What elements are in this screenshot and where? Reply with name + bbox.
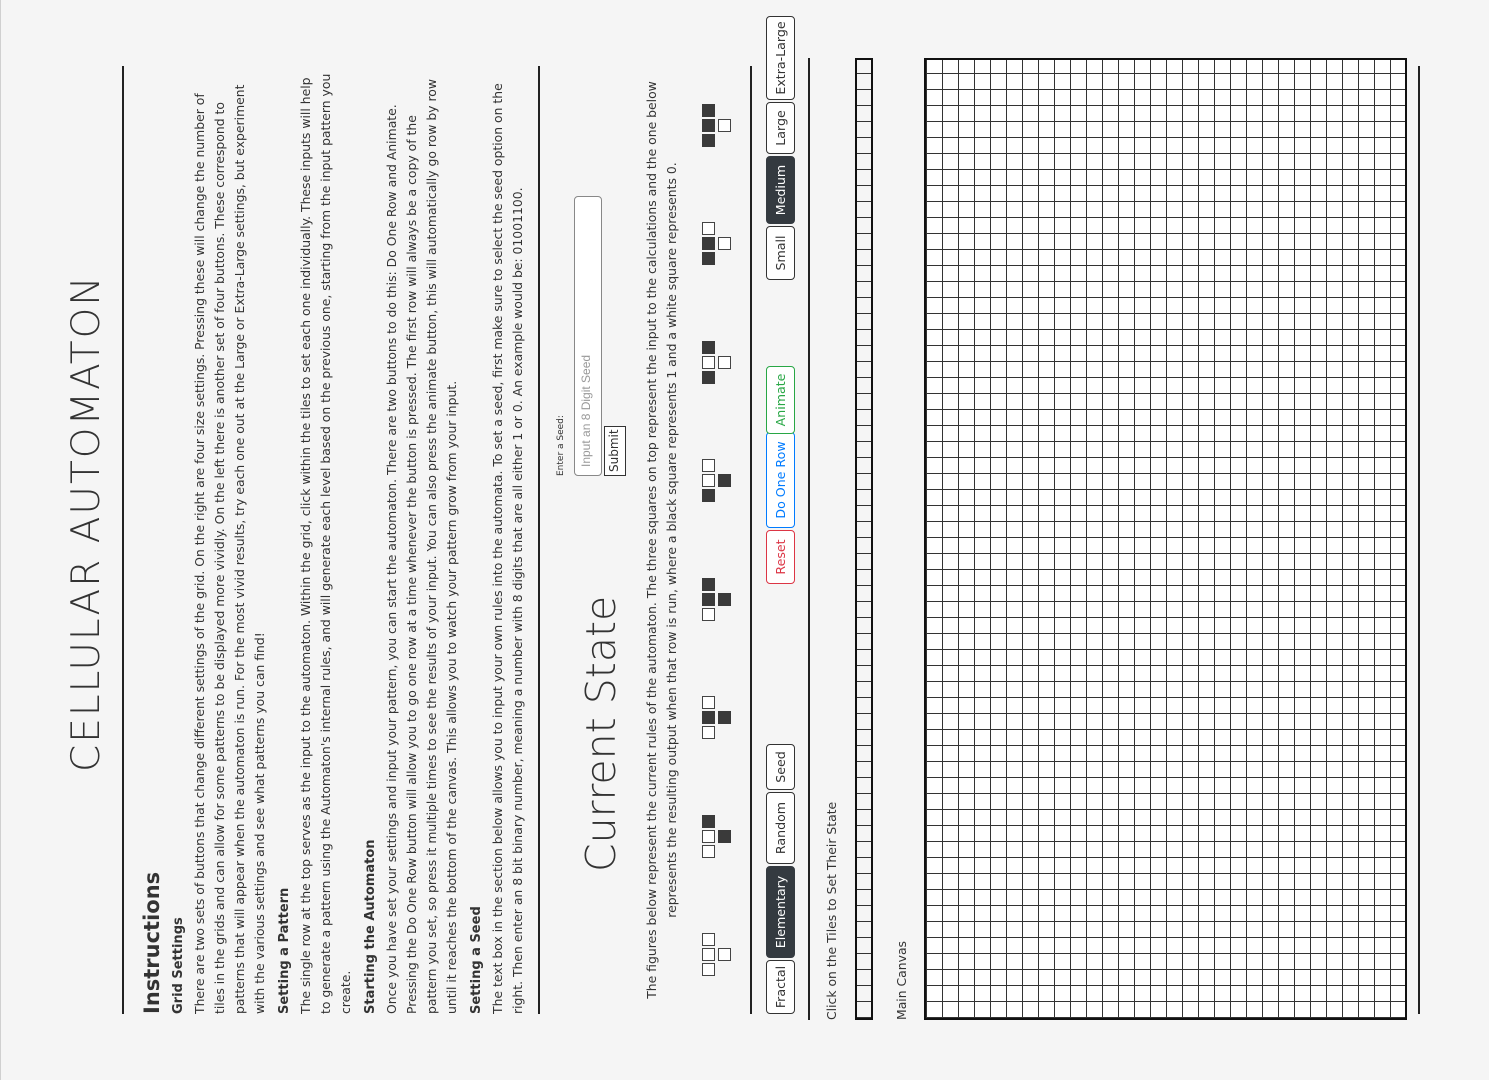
elementary-button[interactable]: Elementary	[766, 866, 795, 958]
rule-input-square	[702, 134, 715, 147]
rule-input-square	[702, 356, 715, 369]
rule-input	[702, 696, 715, 739]
instr-starting-title: Starting the Automaton	[363, 839, 378, 1014]
input-row-tiles[interactable]	[855, 58, 873, 1020]
rule-input	[702, 578, 715, 621]
instr-grid-settings-title: Grid Settings	[171, 917, 186, 1014]
rule-input-square	[702, 815, 715, 828]
instructions-panel	[140, 66, 528, 1014]
size-small-button[interactable]: Small	[766, 226, 795, 280]
rule-input-square	[702, 578, 715, 591]
rule-output-square	[718, 474, 731, 487]
divider-bottom	[1418, 66, 1420, 1014]
rule-input-square	[702, 459, 715, 472]
instr-setting-pattern-title: Setting a Pattern	[277, 887, 292, 1014]
seed-button[interactable]: Seed	[766, 744, 795, 790]
rule-input-square	[702, 237, 715, 250]
rule-input-square	[702, 963, 715, 976]
instr-seed-text: The text box in the section below allows you to input your own rules into the automata. To set a seed, first make sure to select the seed option on the right. Then enter an 8 bit binary number, meaning a number with 8 digits that are all either 1 or 0. An example would be: 01001100.	[490, 83, 525, 1014]
rule-input-square	[702, 489, 715, 502]
rule-input-square	[702, 371, 715, 384]
rule-input-square	[702, 696, 715, 709]
rule-input-square	[702, 222, 715, 235]
seed-submit-button[interactable]: Submit	[604, 426, 626, 476]
animate-button[interactable]: Animate	[766, 366, 795, 434]
tiles-label: Click on the Tiles to Set Their State	[824, 801, 839, 1020]
size-medium-button[interactable]: Medium	[766, 156, 795, 224]
instr-seed-title: Setting a Seed	[469, 906, 484, 1014]
rule-input-square	[702, 711, 715, 724]
rule-output-square	[718, 948, 731, 961]
seed-label: Enter a Seed:	[556, 415, 566, 476]
instr-setting-pattern-text: The single row at the top serves as the input to the automaton. Within the grid, click within the tiles to set each one individually. These inputs will help to generate a pattern using the Automaton's internal rules, and will generate each level based on the previous one, starting from the input pattern you create.	[298, 73, 353, 1014]
rule-input	[702, 104, 715, 147]
divider-buttons	[808, 58, 810, 1020]
rule-output-square	[718, 356, 731, 369]
divider-title	[122, 66, 124, 1014]
fractal-button[interactable]: Fractal	[766, 960, 795, 1014]
rule-input-square	[702, 474, 715, 487]
rule-output-square	[718, 830, 731, 843]
size-extra-large-button[interactable]: Extra-Large	[766, 16, 795, 100]
rule-input-square	[702, 608, 715, 621]
rules-description: The figures below represent the current rules of the automaton. The three squares on top represent the input to the calculations and the one below represents the resulting output when that row is run, where a black square represents 1 and a white square represents 0.	[644, 81, 679, 999]
rule-input	[702, 933, 715, 976]
divider-rules	[750, 66, 752, 1014]
current-state-title: Current State	[577, 595, 625, 872]
main-canvas-label: Main Canvas	[894, 941, 909, 1020]
rule-input-square	[702, 119, 715, 132]
rule-input	[702, 222, 715, 265]
main-canvas[interactable]	[924, 58, 1407, 1020]
do-one-row-button[interactable]: Do One Row	[766, 432, 795, 528]
reset-button[interactable]: Reset	[766, 530, 795, 584]
rule-input-square	[702, 341, 715, 354]
rule-output-square	[718, 711, 731, 724]
rule-output-square	[718, 119, 731, 132]
rule-input-square	[702, 252, 715, 265]
rule-input-square	[702, 104, 715, 117]
rule-input-square	[702, 845, 715, 858]
rule-output-square	[718, 593, 731, 606]
size-large-button[interactable]: Large	[766, 102, 795, 154]
instr-grid-settings-text: There are two sets of buttons that change different settings of the grid. On the right are four size settings. Pressing these will change the number of tiles in the grids and can allow for some patterns to be displayed more vividly. On the left there is another set of four buttons. These correspond to patterns that will appear when the automaton is run. For the most vivid results, try each one out at the Large or Extra-Large settings, but experiment with the various settings and see what patterns you can find!	[192, 84, 267, 1014]
random-button[interactable]: Random	[766, 792, 795, 864]
rule-input-square	[702, 726, 715, 739]
rule-input-square	[702, 593, 715, 606]
rule-input-square	[702, 830, 715, 843]
page-title: CELLULAR AUTOMATON	[64, 274, 109, 772]
instr-starting-text: Once you have set your settings and input your pattern, you can start the automaton. There are two buttons to do this: Do One Row and Animate. Pressing the Do One Row button will allow you to go one row at a time whenever the button is pressed. The first row will always be a copy of the pattern you set, so press it multiple times to see the results of your input. You can also press the animate button, this will automatically go row by row until it reaches the bottom of the canvas. This allows you to watch your pattern grow from your input.	[384, 79, 459, 1014]
rule-input-square	[702, 948, 715, 961]
rule-input	[702, 815, 715, 858]
rule-input	[702, 459, 715, 502]
divider-instructions	[538, 66, 540, 1014]
instructions-heading: Instructions	[140, 871, 164, 1014]
rule-input	[702, 341, 715, 384]
rule-input-square	[702, 933, 715, 946]
seed-input[interactable]: Input an 8 Digit Seed	[574, 196, 602, 476]
rule-output-square	[718, 237, 731, 250]
button-row	[766, 21, 796, 1014]
